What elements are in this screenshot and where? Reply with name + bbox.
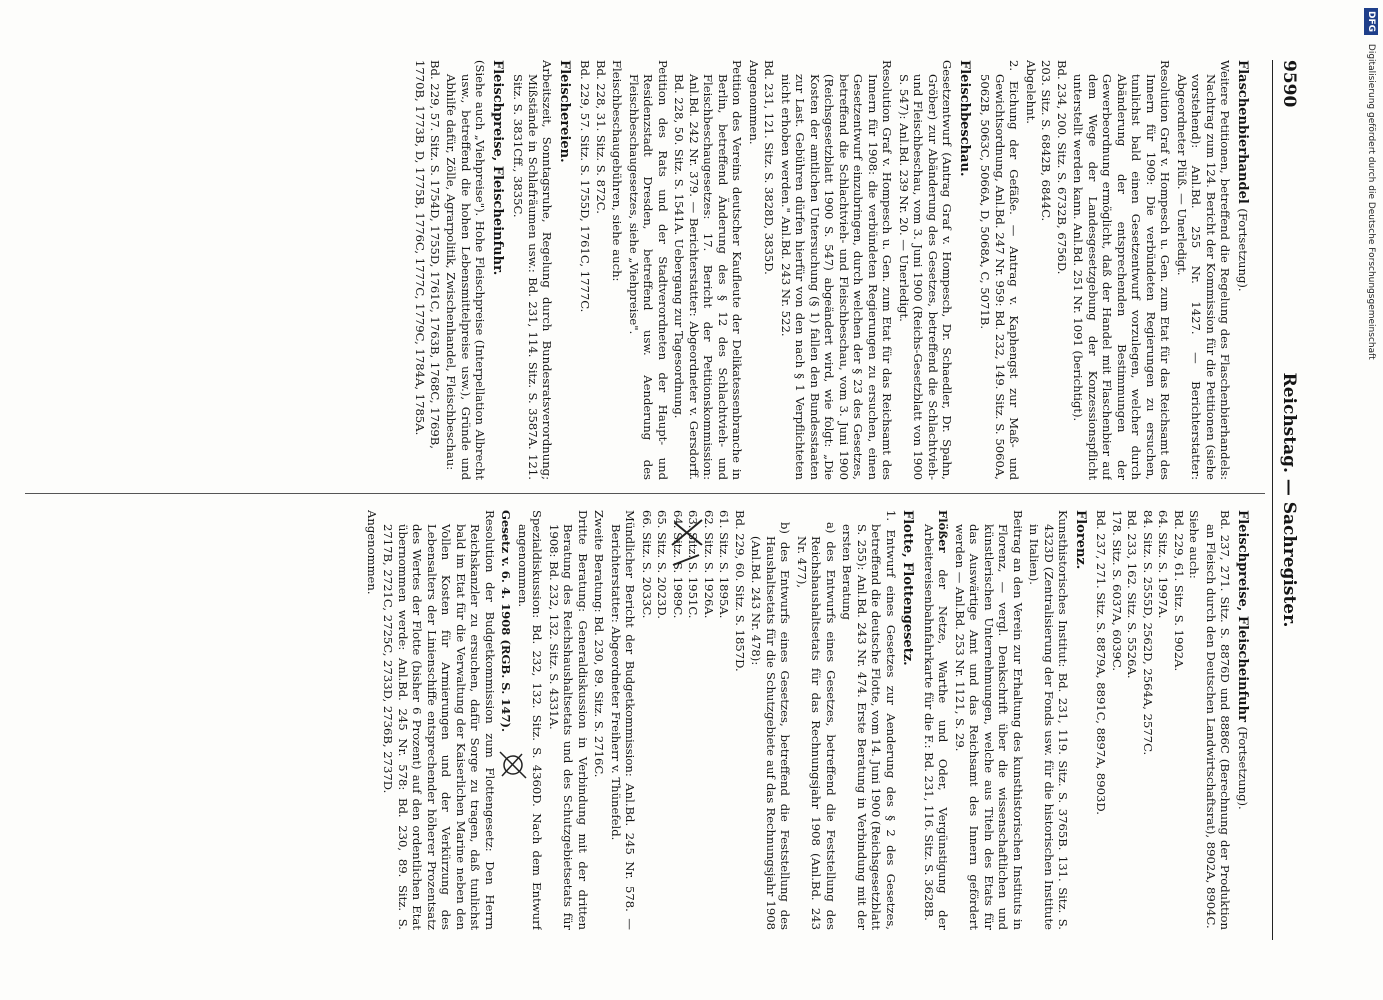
- entry-text: der Netze, Warthe und Oder, Vergünstigung der Arbeitereisenbahnfahrkarte für die F.: Bd. 231, 116. Sitz. S. 3628B.: [922, 524, 951, 930]
- stamp-text: Digitalisierung gefördert durch die Deutsche Forschungsgemeinschaft: [1366, 43, 1376, 360]
- index-entry: 2. Eichung der Gefäße. — Antrag v. Kaphengst zur Maß- und Gewichtsordnung, Anl.Bd. 247 Nr. 959: Bd. 232, 149. Sitz. S. 5060A, 5062B, 5063C, 5066A, D, 5068A, C, 5071B.: [978, 60, 1022, 480]
- result-text: Abgelehnt.: [1024, 60, 1038, 124]
- index-entry: [922, 510, 951, 930]
- index-heading: Flotte, Flottengesetz.: [900, 510, 916, 666]
- stamp-line: [1344, 8, 1378, 993]
- result-text: Angenommen.: [747, 60, 761, 145]
- index-entry: Resolution Graf v. Hompesch u. Gen. zum Etat für das Reichsamt des Innern für 1908: die verbündeten Regierungen zu ersuchen, einen Gesetzentwurf einzubringen, durch welchen der § 23 des Gesetzes, betreffend die Schlachtvieh- und Fleischbeschau, vom 3. Juni 1900 (Reichsgesetzblatt 1900 S. 547) abgeändert wird, wie folgt: „Die Kosten der amtlichen Untersuchung (§ 1) fallen den Bundesstaaten zur Last. Gebühren dürfen hierfür von den nach § 1 Verpflichteten nicht erhoben werden." Anl.Bd. 243 Nr. 522.: [779, 60, 895, 480]
- reference-line: Bd. 233, 162. Sitz. S. 5526A.: [1125, 510, 1140, 679]
- index-heading: Fleischpreise, Fleischeinfuhr.: [490, 60, 505, 276]
- index-heading: [1235, 510, 1251, 930]
- reference-line: Bd. 229, 60. Sitz. S. 1857D.: [733, 510, 747, 672]
- see-also-label: Siehe auch:: [1187, 510, 1202, 579]
- index-entry: Spezialdiskussion: Bd. 232, 132. Sitz. S. 4360D. Nach dem Entwurf angenommen.: [516, 510, 545, 930]
- handwritten-cross-mark: [496, 748, 530, 782]
- index-entry: Kunsthistorisches Institut: Bd. 231, 119. Sitz. S. 3765B. 131. Sitz. S. 4323D (Zentralisierung der Fonds usw. für die historischen Institute in Italien).: [1027, 510, 1071, 930]
- heading-text: Flaschenbierhandel: [1235, 60, 1250, 204]
- page-number: 9590: [1279, 60, 1299, 108]
- reference-line: Bd. 229, 57. Sitz. S. 1754D, 1755D, 1761C, 1763B, 1768C, 1769B, 1770B, 1773B, D, 1775B, 1776C, 1777C, 1779C, 1784A, 1785A.: [413, 60, 442, 449]
- index-entry: Fleischbeschaugebühren, siehe auch:: [610, 60, 625, 282]
- index-entry: Beitrag an den Verein zur Erhaltung des kunsthistorischen Instituts in Florenz, — vergl. Denkschrift über die wissenschaftlichen und künstlerischen Unternehmungen, welche aus Titeln des Etats für das Auswärtige Amt und das Reichsamt des Innern gefördert werden — Anl.Bd. 253 Nr. 1121, S. 29.: [953, 510, 1025, 930]
- running-head: Reichstag. — Sachregister.: [1279, 372, 1299, 628]
- index-heading: Florenz.: [1073, 510, 1088, 570]
- inline-heading: Flößer: [936, 510, 951, 553]
- reference-line: 203. Sitz. S. 6842B, 6844C.: [1039, 60, 1054, 222]
- index-entry: (Siehe auch „Viehpreise"). Hohe Fleischpreise (Interpellation Albrecht usw., betreffend die hohen Lebensmittelpreise usw.), Gründe und Abhilfe dafür, Zölle, Agrarpolitik, Zwischenhandel, Fleischbeschau:: [444, 60, 488, 480]
- reference-line: 64. Sitz. S. 1989C.: [671, 510, 685, 619]
- left-column: [27, 60, 1257, 480]
- heading-text: Fleischpreise, Fleischeinfuhr: [1235, 510, 1250, 722]
- index-entry: Petition des Vereins deutscher Kaufleute der Delikatessenbranche in Berlin, betreffend Änderung des § 12 des Schlachtvieh- und Fleischbeschaugesetzes: 17. Bericht der Petitionskommission: Anl.Bd. 242 Nr. 379. — Berichterstatter: Abgeordneter v. Gersdorff. Bd. 228, 50. Sitz. S. 1541A. Uebergang zur Tagesordnung.: [672, 60, 745, 480]
- reference-line: 62. Sitz. S. 1926A.: [702, 510, 716, 619]
- index-subentry: a) des Entwurfs eines Gesetzes, betreffend die Feststellung des Reichshaushaltsetats für das Rechnungsjahr 1908 (Anl.Bd. 243 Nr. 477),: [795, 522, 838, 930]
- reference-line: 63. Sitz. S. 1951C.: [686, 510, 701, 619]
- reference-line: Bd. 229, 57. Sitz. S. 1755D, 1761C, 1777C.: [578, 60, 593, 313]
- reference-line: Bd. 237, 271. Sitz. S. 8879A, 8891C, 8897A, 8903D.: [1094, 510, 1109, 815]
- header-rule: [1272, 60, 1273, 940]
- index-entry: 1. Entwurf eines Gesetzes zur Aenderung des § 2 des Gesetzes, betreffend die deutsche Flotte, vom 14. Juni 1900 (Reichsgesetzblatt S. 255): Anl.Bd. 243 Nr. 474. Erste Beratung in Verbindung mit der ersten Beratung: [840, 510, 898, 930]
- index-entry: Dritte Beratung: Generaldiskussion in Verbindung mit der dritten Beratung des Reichshaushaltsetats und des Schutzgebietsetats für 1908: Bd. 232, 132. Sitz. S. 4331A.: [547, 510, 590, 930]
- reference-line: 61. Sitz. S. 1895A.: [717, 510, 732, 619]
- index-entry: Mündlicher Bericht der Budgetkommission: Anl.Bd. 245 Nr. 578. — Berichterstatter: Abgeordneter Freiherr v. Thünefeld.: [609, 510, 638, 930]
- heading-continuation: (Fortsetzung).: [1236, 208, 1250, 292]
- index-entry: Arbeitszeit, Sonntagsruhe, Regelung durch Bundesratsverordnung; Mißstände in Schlafräumen usw.: Bd. 231, 114. Sitz. S. 3587A. 121. Sitz. S. 3831Cff., 3835C.: [511, 60, 555, 480]
- reference-line: Bd. 234, 200. Sitz. S. 6732B, 6756D.: [1055, 60, 1069, 275]
- index-entry: Zweite Beratung: Bd. 230, 89. Sitz. S. 2716C.: [592, 510, 607, 778]
- index-entry: Weitere Petitionen, betreffend die Regelung des Flaschenbierhandels: Nachtrag zum 124. Bericht der Kommission für die Petitionen (siehe vorstehend): Anl.Bd. 255 Nr. 1427. — Berichterstatter: Abgeordneter Plüß. — Unerledigt.: [1175, 60, 1233, 480]
- law-reference: Gesetz v. 6. 4. 1908 (RGB. S. 147).: [499, 510, 514, 733]
- reference-line: Bd. 228, 31. Sitz. S. 872C.: [594, 60, 608, 214]
- handwritten-x-mark: [667, 515, 707, 575]
- dfg-logo: DFG: [1364, 8, 1378, 35]
- reference-line: 84. Sitz. S. 2555D, 2562D, 2564A, 2577C.: [1141, 510, 1155, 756]
- reference-line: Bd. 231, 121. Sitz. S. 3828D, 3835D.: [762, 60, 777, 275]
- reference-line: 65. Sitz. S. 2023D.: [655, 510, 670, 619]
- index-entry: Petition des Rats und der Stadtverordneten der Haupt- und Residenzstadt Dresden, betreffend usw. Aenderung des Fleischbeschaugesetzes, siehe „Viehpreise".: [627, 60, 670, 480]
- index-entry: Gesetzentwurf (Antrag Graf v. Hompesch, Dr. Schaedler, Dr. Spahn, Gröber) zur Abänderung des Gesetzes, betreffend die Schlachtvieh- und Fleischbeschau, vom 3. Juni 1900 (Reichs-Gesetzblatt von 1900 S. 547): Anl.Bd. 239 Nr. 20. — Unerledigt.: [897, 60, 955, 480]
- reference-line: 178. Sitz. S. 6037A, 6039C.: [1110, 510, 1124, 672]
- index-entry: Bd. 237, 271. Sitz. S. 8876D und 8886C (Berechnung der Produktion an Fleisch durch den Deutschen Landwirtschaftsrat), 8902A, 8904C.: [1204, 510, 1233, 930]
- column-divider: [25, 493, 1265, 494]
- reference-line: 66. Sitz. S. 2033C.: [640, 510, 654, 619]
- reference-line: Bd. 229, 61. Sitz. S. 1902A.: [1172, 510, 1186, 672]
- index-heading: Fleischbeschau.: [957, 60, 972, 177]
- index-subentry: b) des Entwurfs eines Gesetzes, betreffend die Feststellung des Haushaltsetats für die Schutzgebiete auf das Rechnungsjahr 1908 (Anl.Bd. 243 Nr. 478):: [749, 522, 793, 930]
- right-column: [27, 510, 1257, 930]
- page-header: [1267, 60, 1307, 940]
- reference-line: 64. Sitz. S. 1997A.: [1156, 510, 1171, 619]
- index-heading: Fleischereien.: [557, 60, 572, 163]
- digitization-stamp: [1344, 8, 1378, 993]
- index-entry: Resolution der Budgetkommission zum Flottengesetz: Den Herrn Reichskanzler zu ersuchen, dafür Sorge zu tragen, daß tunlichst bald im Etat für die Verwaltung der Kaiserlichen Marine neben den Vollen Kosten für Armierungen und der Verkürzung des Lebensalters der Linienschiffe entsprechender höherer Prozentsatz des Wertes der Flotte (bisher 6 Prozent) auf den ordentlichen Etat übernommen werde: Anl.Bd. 245 Nr. 578: Bd. 230, 89. Sitz. S. 2717B, 2721C, 2725C, 2733D, 2736B, 2737D.: [381, 510, 497, 930]
- index-heading: [1235, 60, 1251, 480]
- heading-continuation: (Fortsetzung).: [1236, 726, 1250, 810]
- index-entry: Resolution Graf v. Hompesch u. Gen. zum Etat für das Reichsamt des Innern für 1909: Die verbündeten Regierungen zu ersuchen, tunlichst bald einen Gesetzentwurf vorzulegen, welcher durch Abänderung der entsprechenden Bestimmungen der Gewerbeordnung ermöglicht, daß der Handel mit Flaschenbier auf dem Wege der Landesgesetzgebung der Konzessionspflicht unterstellt werden kann. Anl.Bd. 251 Nr. 1091 (berichtigt).: [1071, 60, 1173, 480]
- result-text: Angenommen.: [365, 510, 379, 595]
